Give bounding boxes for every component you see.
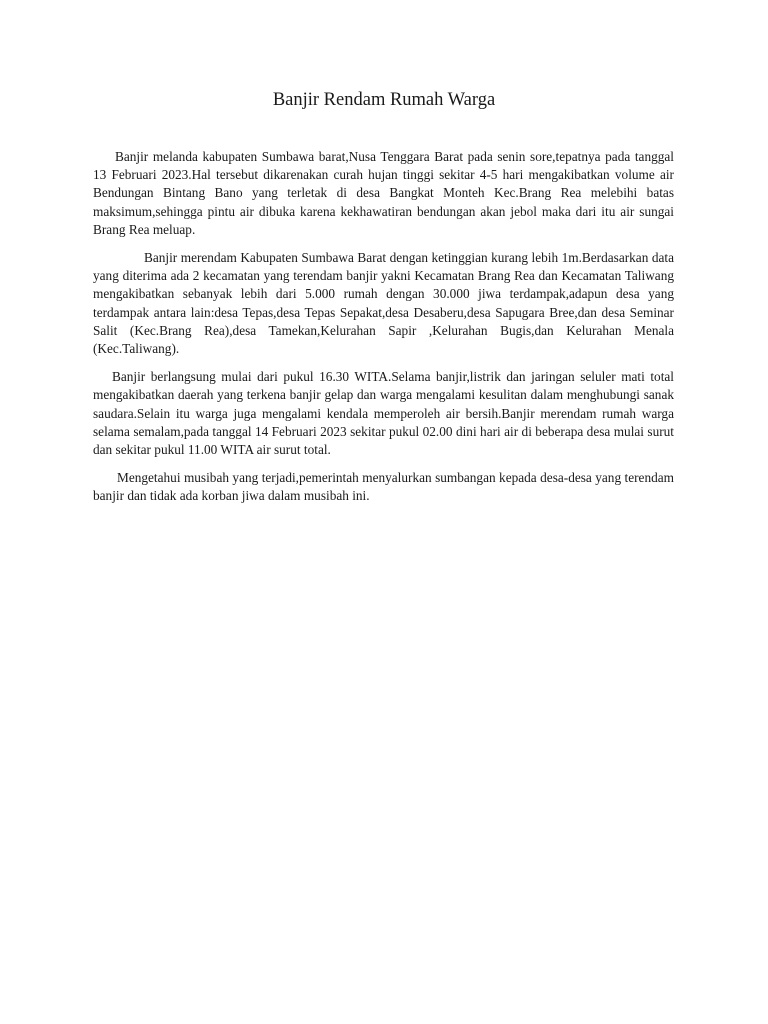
paragraph-4: Mengetahui musibah yang terjadi,pemerintah menyalurkan sumbangan kepada desa-desa yang terendam banjir dan tidak ada korban jiwa dalam musibah ini. (93, 470, 674, 504)
document-title: Banjir Rendam Rumah Warga (272, 90, 496, 110)
paragraph-3: Banjir berlangsung mulai dari pukul 16.30 WITA.Selama banjir,listrik dan jaringan seluler mati total mengakibatkan daerah yang terkena banjir gelap dan warga mengalami kesulitan dalam menghubungi sanak saudara.Selain itu warga juga mengalami kendala memperoleh air bersih.Banjir merendam rumah warga selama semalam,pada tanggal 14 Februari 2023 sekitar pukul 02.00 dini hari air di beberapa desa mulai surut dan sekitar pukul 11.00 WITA air surut total. (93, 369, 674, 458)
document-body (93, 148, 674, 516)
paragraph-2: Banjir merendam Kabupaten Sumbawa Barat dengan ketinggian kurang lebih 1m.Berdasarkan data yang diterima ada 2 kecamatan yang terendam banjir yakni Kecamatan Brang Rea dan Kecamatan Taliwang mengakibatkan sebanyak lebih dari 5.000 rumah dengan 30.000 jiwa terdampak,adapun desa yang terdampak antara lain:desa Tepas,desa Tepas Sepakat,desa Desaberu,desa Sapugara Bree,dan desa Seminar Salit (Kec.Brang Rea),desa Tamekan,Kelurahan Sapir ,Kelurahan Bugis,dan Kelurahan Menala (Kec.Taliwang). (93, 250, 674, 357)
paragraph-1: Banjir melanda kabupaten Sumbawa barat,Nusa Tenggara Barat pada senin sore,tepatnya pada tanggal 13 Februari 2023.Hal tersebut dikarenakan curah hujan tinggi sekitar 4-5 hari mengakibatkan volume air Bendungan Bintang Bano yang terletak di desa Bangkat Monteh Kec.Brang Rea melebihi batas maksimum,sehingga pintu air dibuka karena kekhawatiran bendungan akan jebol maka dari itu air sungai Brang Rea meluap. (93, 149, 674, 237)
